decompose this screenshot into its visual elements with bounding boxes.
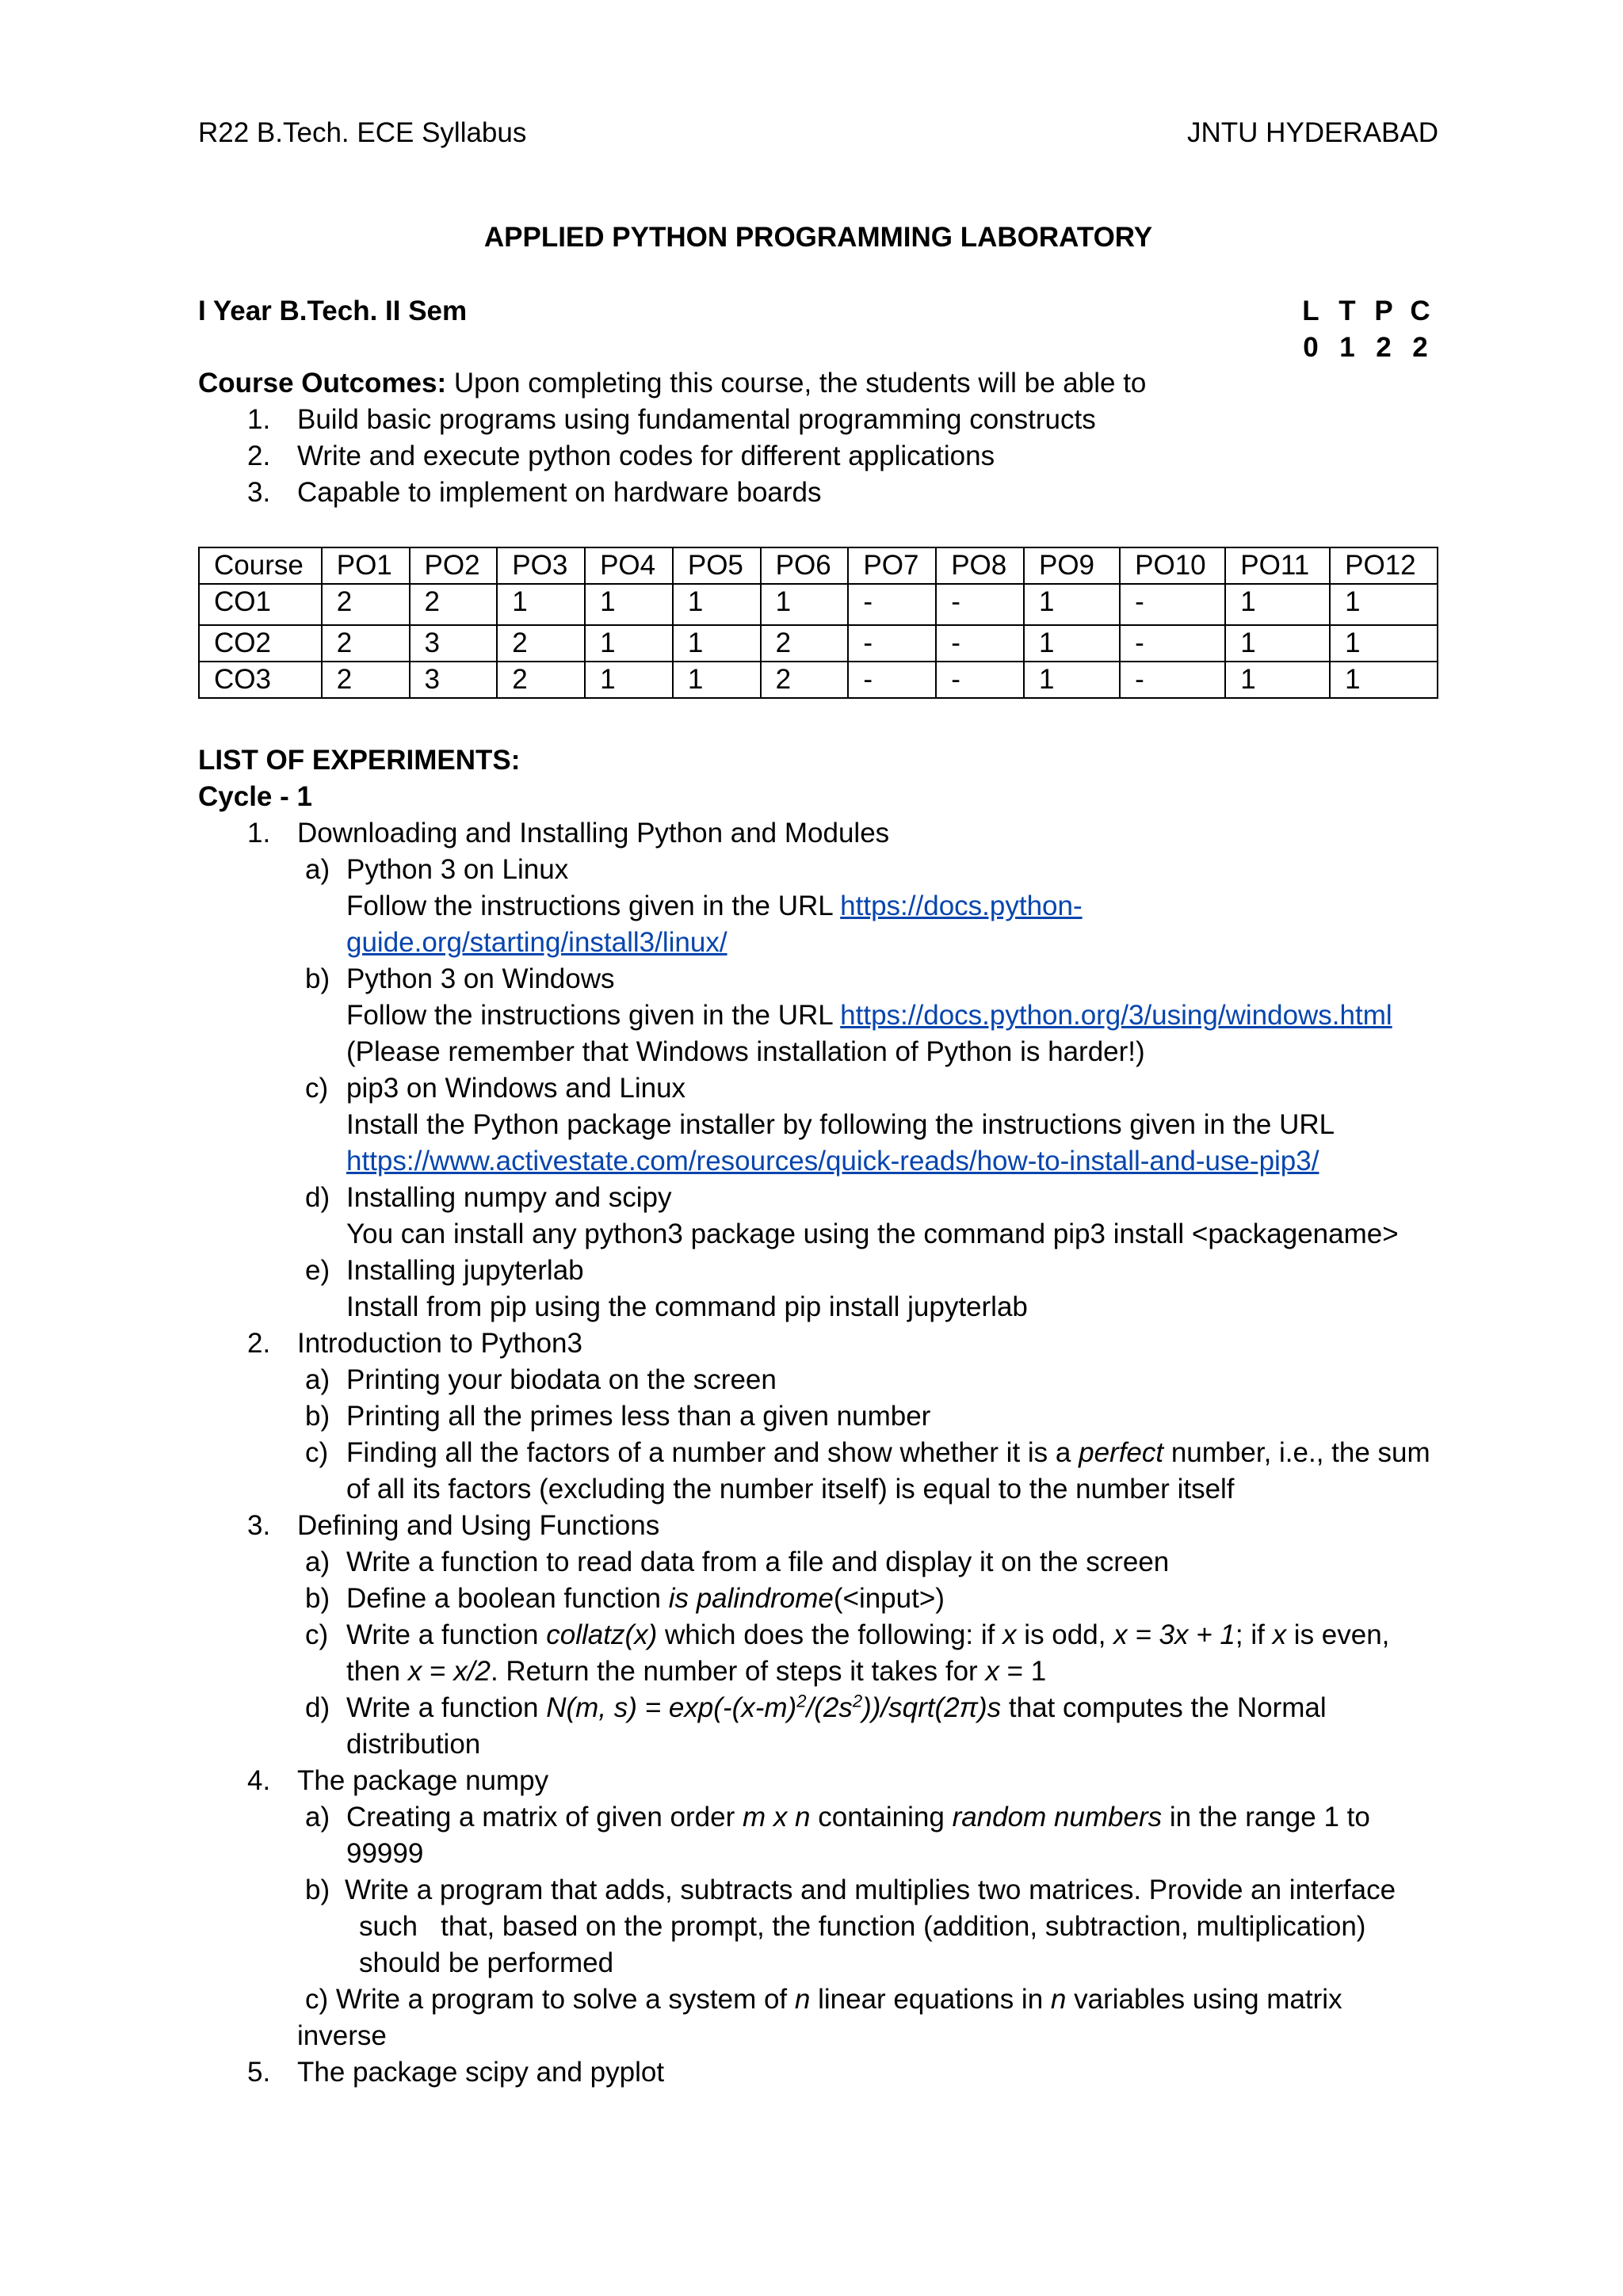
item-text: Printing your biodata on the screen	[346, 1364, 777, 1395]
table-cell: 1	[761, 584, 849, 625]
item-number: 2.	[247, 1328, 271, 1359]
ltpc-values	[1293, 330, 1438, 366]
experiments-section	[198, 742, 1438, 2091]
table-header-row	[199, 547, 1438, 584]
item-text: Python 3 on Linux	[346, 854, 569, 885]
item-text: . Return the number of steps it takes for	[490, 1656, 986, 1687]
ltpc-label: C	[1410, 296, 1430, 326]
table-header-cell: PO9	[1024, 547, 1120, 584]
ltpc-value: 2	[1376, 332, 1392, 363]
experiment-3	[198, 1508, 1438, 1544]
list-item	[198, 1070, 1438, 1107]
list-item-detail: You can install any python3 package using the command pip3 install <packagename>	[346, 1219, 1399, 1249]
item-text: The package numpy	[297, 1765, 549, 1796]
list-item-detail	[198, 1653, 1438, 1690]
item-emphasis: n	[1050, 1984, 1067, 2015]
experiment-4	[198, 1763, 1438, 1799]
item-emphasis: x	[1272, 1619, 1287, 1650]
item-text: The package scipy and pyplot	[297, 2057, 665, 2088]
item-emphasis: perfect	[1079, 1437, 1164, 1468]
list-item-detail: of all its factors (excluding the number itself) is equal to the number itself	[346, 1474, 1235, 1505]
table-row	[199, 625, 1438, 662]
table-cell: 1	[585, 625, 673, 662]
experiment-1	[198, 815, 1438, 852]
item-text: Define a boolean function	[346, 1583, 669, 1614]
table-cell: 1	[1024, 662, 1120, 698]
list-item	[198, 1253, 1438, 1289]
list-item-detail: (Please remember that Windows installation of Python is harder!)	[346, 1036, 1145, 1067]
table-cell: -	[848, 662, 936, 698]
list-item	[198, 1581, 1438, 1617]
item-text: Capable to implement on hardware boards	[297, 477, 822, 508]
item-text: then	[346, 1656, 408, 1687]
experiments-heading: LIST OF EXPERIMENTS:	[198, 745, 521, 776]
item-emphasis: x	[1002, 1619, 1017, 1650]
table-cell: 1	[673, 584, 761, 625]
list-item	[198, 1180, 1438, 1216]
co-po-table	[198, 547, 1438, 699]
item-text: Downloading and Installing Python and Modules	[297, 818, 890, 849]
table-cell: -	[936, 625, 1024, 662]
table-cell: 1	[1330, 625, 1438, 662]
table-header-cell: PO4	[585, 547, 673, 584]
item-number: a)	[305, 854, 330, 885]
table-header-cell: PO10	[1120, 547, 1225, 584]
item-emphasis: is palindrome	[668, 1583, 834, 1614]
list-item-detail: Install from pip using the command pip install jupyterlab	[346, 1291, 1028, 1322]
table-cell: 1	[1225, 625, 1330, 662]
item-text: Introduction to Python3	[297, 1328, 582, 1359]
table-cell: 1	[585, 584, 673, 625]
table-header-cell: PO12	[1330, 547, 1438, 584]
item-number: c)	[305, 1073, 329, 1104]
table-cell: 1	[1024, 625, 1120, 662]
item-text: Write a function	[346, 1619, 547, 1650]
table-cell: 1	[673, 662, 761, 698]
ltpc-labels	[1293, 293, 1438, 330]
item-number: 3.	[247, 477, 271, 508]
list-item	[198, 1690, 1438, 1726]
item-text: variables using matrix	[1066, 1984, 1342, 2015]
item-number: b)	[305, 1583, 330, 1614]
table-cell: 1	[1225, 662, 1330, 698]
table-cell: CO1	[199, 584, 322, 625]
item-number: 5.	[247, 2057, 271, 2088]
list-item	[198, 402, 1438, 438]
experiment-2	[198, 1325, 1438, 1362]
item-number: d)	[305, 1182, 330, 1213]
table-cell: 2	[497, 662, 585, 698]
item-text: number, i.e., the sum	[1163, 1437, 1430, 1468]
ltpc-label: P	[1374, 296, 1393, 326]
list-item-detail: distribution	[346, 1729, 481, 1760]
item-text: Defining and Using Functions	[297, 1510, 660, 1541]
item-text: is odd,	[1016, 1619, 1114, 1650]
table-header-cell: PO11	[1225, 547, 1330, 584]
list-item	[198, 852, 1438, 888]
item-number: b)	[305, 963, 330, 994]
table-cell: -	[848, 584, 936, 625]
item-number: b)	[305, 1875, 330, 1905]
table-cell: CO3	[199, 662, 322, 698]
table-cell: 2	[497, 625, 585, 662]
table-cell: -	[1120, 625, 1225, 662]
list-item-detail	[198, 888, 1438, 925]
course-outcomes	[198, 365, 1438, 511]
ltpc-value: 0	[1303, 332, 1319, 363]
formula-part: N(m, s) = exp(-(x-m)	[546, 1692, 797, 1723]
item-emphasis: random numbers	[952, 1802, 1163, 1833]
year-semester: I Year B.Tech. II Sem	[198, 296, 468, 326]
item-text: in the range 1 to	[1162, 1802, 1370, 1833]
item-number: c)	[305, 1984, 329, 2015]
item-text: Write a program to solve a system of	[328, 1984, 795, 2015]
table-cell: 2	[761, 662, 849, 698]
ltpc-block	[1293, 293, 1438, 366]
table-cell: 2	[322, 662, 410, 698]
item-emphasis: m x n	[742, 1802, 811, 1833]
item-text: Write a function to read data from a file and display it on the screen	[346, 1547, 1170, 1577]
item-number: 4.	[247, 1765, 271, 1796]
outcomes-list	[198, 402, 1438, 511]
ltpc-value: 1	[1339, 332, 1355, 363]
list-item-detail: such that, based on the prompt, the function (addition, subtraction, multiplication)	[359, 1911, 1366, 1942]
item-text: Installing jupyterlab	[346, 1255, 584, 1286]
pip3-guide-link[interactable]: https://www.activestate.com/resources/quick-reads/how-to-install-and-use-pip3/	[346, 1146, 1319, 1177]
item-number: a)	[305, 1802, 330, 1833]
list-item	[198, 1799, 1438, 1836]
normal-formula	[546, 1692, 1001, 1723]
list-item-detail	[198, 925, 1438, 961]
table-cell: 2	[410, 584, 498, 625]
list-item	[198, 1435, 1438, 1471]
table-cell: 1	[1330, 584, 1438, 625]
table-cell: 1	[585, 662, 673, 698]
item-number: c)	[305, 1619, 329, 1650]
table-cell: 1	[1225, 584, 1330, 625]
item-text: Write and execute python codes for different applications	[297, 441, 995, 471]
linux-guide-link-cont[interactable]: guide.org/starting/install3/linux/	[346, 927, 727, 958]
table-row	[199, 662, 1438, 698]
table-cell: -	[936, 662, 1024, 698]
ltpc-label: L	[1302, 296, 1319, 326]
item-emphasis: x	[407, 1656, 422, 1687]
item-text: Creating a matrix of given order	[346, 1802, 743, 1833]
table-cell: CO2	[199, 625, 322, 662]
item-text: = 1	[999, 1656, 1047, 1687]
item-text: Write a program that adds, subtracts and multiplies two matrices. Provide an interface	[345, 1875, 1396, 1905]
list-item	[198, 475, 1438, 511]
cycle-heading: Cycle - 1	[198, 781, 312, 812]
outcomes-heading: Course Outcomes:	[198, 368, 447, 399]
table-cell: 1	[1024, 584, 1120, 625]
item-text: ; if	[1235, 1619, 1273, 1650]
page-title: APPLIED PYTHON PROGRAMMING LABORATORY	[483, 222, 1153, 253]
item-number: c)	[305, 1437, 329, 1468]
item-emphasis: n	[794, 1984, 811, 2015]
item-emphasis: x/2	[453, 1656, 491, 1687]
list-item	[198, 961, 1438, 997]
item-text: linear equations in	[810, 1984, 1051, 2015]
formula-superscript: 2	[796, 1691, 807, 1711]
table-cell: 2	[761, 625, 849, 662]
item-emphasis: x	[985, 1656, 999, 1687]
list-item	[198, 1362, 1438, 1398]
item-number: b)	[305, 1401, 330, 1432]
table-header-cell: PO5	[673, 547, 761, 584]
list-item	[198, 1398, 1438, 1435]
table-cell: 3	[410, 662, 498, 698]
formula-part: /(2s	[806, 1692, 853, 1723]
table-cell: -	[936, 584, 1024, 625]
table-header-cell: PO7	[848, 547, 936, 584]
header-syllabus: R22 B.Tech. ECE Syllabus	[198, 117, 527, 148]
formula-part: ))/sqrt(2π)s	[862, 1692, 1002, 1723]
list-item-detail: inverse	[297, 2020, 387, 2051]
table-cell: 3	[410, 625, 498, 662]
table-header-cell: PO1	[322, 547, 410, 584]
item-text: which does the following: if	[657, 1619, 1003, 1650]
header-university: JNTU HYDERABAD	[1187, 117, 1438, 148]
table-header-cell: PO2	[410, 547, 498, 584]
table-cell: -	[1120, 584, 1225, 625]
item-number: e)	[305, 1255, 330, 1286]
ltpc-value: 2	[1412, 332, 1428, 363]
item-text: Build basic programs using fundamental programming constructs	[297, 404, 1096, 435]
list-item	[198, 438, 1438, 475]
list-item	[198, 1981, 1438, 2018]
windows-guide-link[interactable]: https://docs.python.org/3/using/windows.html	[840, 1000, 1392, 1031]
formula-superscript: 2	[852, 1691, 863, 1711]
list-item-detail: Install the Python package installer by following the instructions given in the URL	[346, 1109, 1335, 1140]
item-text: that computes the Normal	[1001, 1692, 1327, 1723]
item-text: Follow the instructions given in the URL	[346, 1000, 841, 1031]
table-header-cell: Course	[199, 547, 322, 584]
table-cell: 1	[673, 625, 761, 662]
table-cell: -	[848, 625, 936, 662]
list-item-detail	[198, 997, 1438, 1034]
list-item	[198, 1872, 1438, 1909]
table-header-cell: PO8	[936, 547, 1024, 584]
table-cell: 1	[1330, 662, 1438, 698]
item-number: 2.	[247, 441, 271, 471]
outcomes-intro: Upon completing this course, the students will be able to	[446, 368, 1147, 399]
table-cell: 2	[322, 625, 410, 662]
item-number: 3.	[247, 1510, 271, 1541]
table-cell: 1	[497, 584, 585, 625]
item-text: Python 3 on Windows	[346, 963, 615, 994]
item-text: containing	[810, 1802, 953, 1833]
list-item-detail	[198, 1143, 1438, 1180]
item-number: a)	[305, 1364, 330, 1395]
table-cell: -	[1120, 662, 1225, 698]
item-number: 1.	[247, 404, 271, 435]
table-row	[199, 584, 1438, 625]
item-number: 1.	[247, 818, 271, 849]
item-text: Follow the instructions given in the URL	[346, 891, 841, 921]
table-header-cell: PO6	[761, 547, 849, 584]
item-text: is even,	[1286, 1619, 1390, 1650]
item-text: Printing all the primes less than a given number	[346, 1401, 931, 1432]
table-cell: 2	[322, 584, 410, 625]
item-text: Installing numpy and scipy	[346, 1182, 672, 1213]
table-header-cell: PO3	[497, 547, 585, 584]
list-item-detail: should be performed	[359, 1947, 614, 1978]
item-emphasis: collatz(x)	[546, 1619, 658, 1650]
item-text: Write a function	[346, 1692, 547, 1723]
item-number: d)	[305, 1692, 330, 1723]
item-text: =	[422, 1656, 454, 1687]
list-item	[198, 1617, 1438, 1653]
item-emphasis: x = 3x + 1	[1113, 1619, 1235, 1650]
item-number: a)	[305, 1547, 330, 1577]
ltpc-label: T	[1338, 296, 1356, 326]
item-text: (<input>)	[833, 1583, 945, 1614]
list-item	[198, 1544, 1438, 1581]
item-text: pip3 on Windows and Linux	[346, 1073, 686, 1104]
list-item-detail: 99999	[346, 1838, 424, 1869]
linux-guide-link[interactable]: https://docs.python-	[840, 891, 1083, 921]
item-text: Finding all the factors of a number and show whether it is a	[346, 1437, 1079, 1468]
experiment-5	[198, 2054, 1438, 2091]
